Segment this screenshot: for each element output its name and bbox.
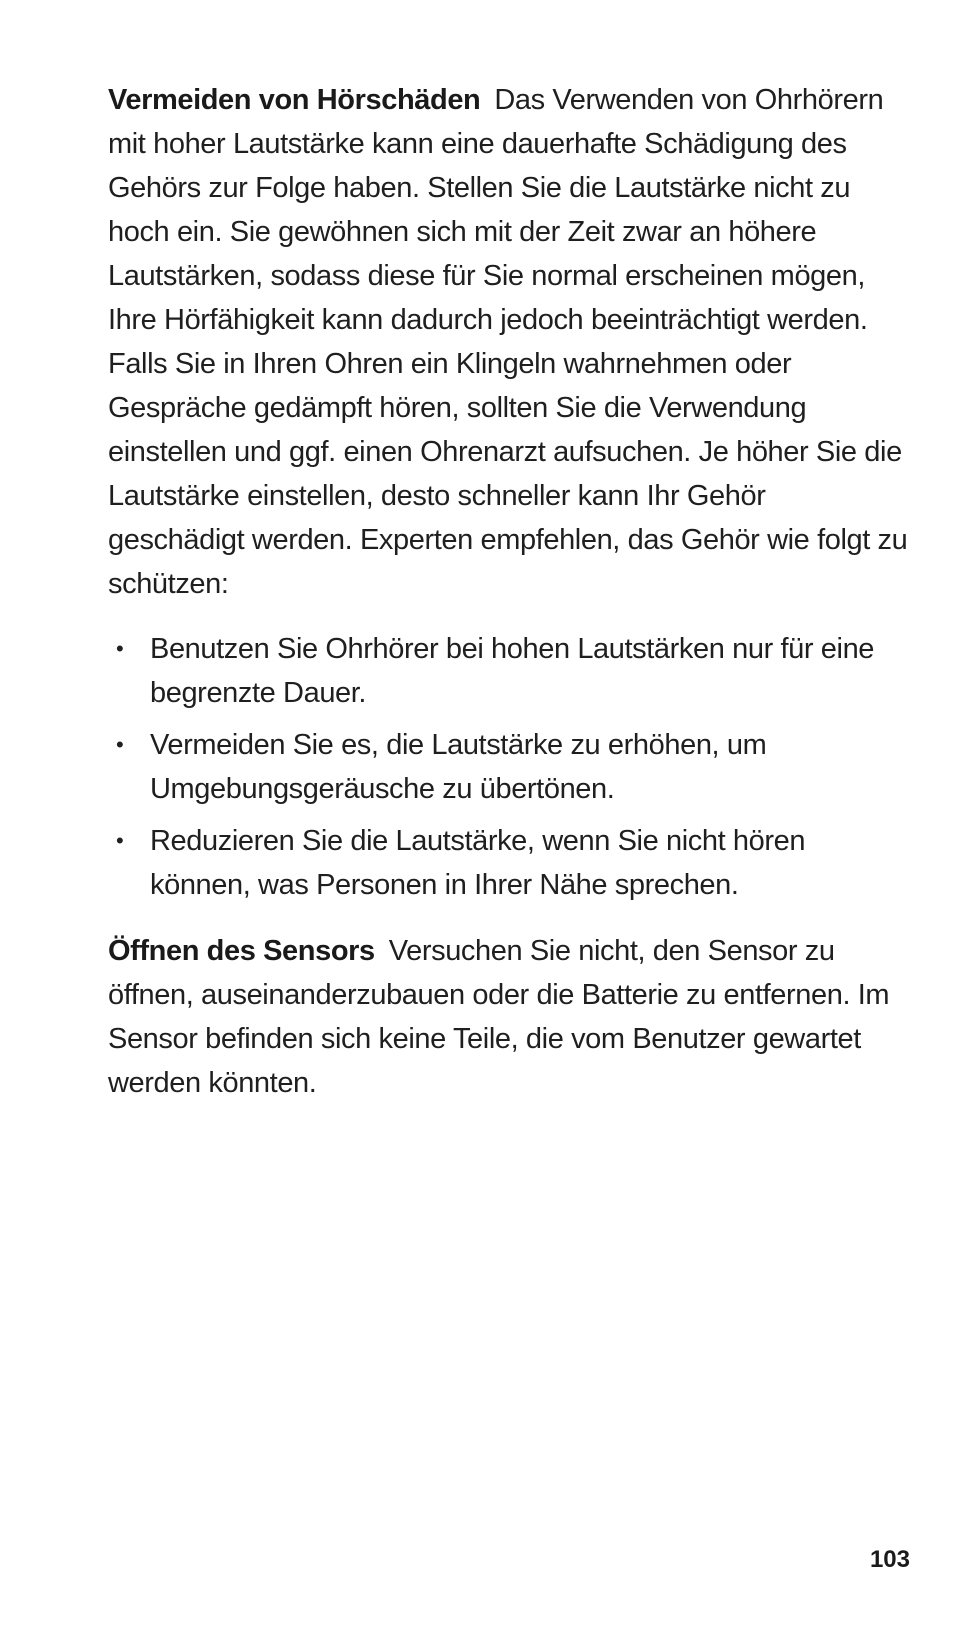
list-item — [108, 723, 908, 811]
list-item — [108, 819, 908, 907]
paragraph-heading: Öffnen des Sensors — [108, 935, 375, 967]
bullet-list — [108, 627, 908, 907]
bullet-icon: • — [116, 732, 124, 757]
bullet-icon: • — [116, 636, 124, 661]
paragraph-sensor — [108, 929, 908, 1105]
list-item-text: Benutzen Sie Ohrhörer bei hohen Lautstärken nur für eine begrenzte Dauer. — [150, 633, 875, 709]
paragraph-hearing-damage — [108, 78, 908, 606]
paragraph-heading: Vermeiden von Hörschäden — [108, 84, 481, 116]
page-number: 103 — [869, 1546, 910, 1573]
list-item — [108, 627, 908, 715]
list-item-text: Vermeiden Sie es, die Lautstärke zu erhöhen, um Umgebungsgeräusche zu übertönen. — [150, 729, 767, 805]
document-page — [108, 78, 908, 1105]
paragraph-body: Versuchen Sie nicht, den Sensor zu öffnen, auseinanderzubauen oder die Batterie zu entfernen. Im Sensor befinden sich keine Teile, die vom Benutzer gewartet werden könnten. — [108, 935, 890, 1099]
list-item-text: Reduzieren Sie die Lautstärke, wenn Sie nicht hören können, was Personen in Ihrer Nähe sprechen. — [150, 825, 806, 901]
paragraph-body: Das Verwenden von Ohrhörern mit hoher Lautstärke kann eine dauerhafte Schädigung des Gehörs zur Folge haben. Stellen Sie die Lautstärke nicht zu hoch ein. Sie gewöhnen sich mit der Zeit zwar an höhere Lautstärken, sodass diese für Sie normal erscheinen mögen, Ihre Hörfähigkeit kann dadurch jedoch beeinträchtigt werden. Falls Sie in Ihren Ohren ein Klingeln wahrnehmen oder Gespräche gedämpft hören, sollten Sie die Verwendung einstellen und ggf. einen Ohrenarzt aufsuchen. Je höher Sie die Lautstärke einstellen, desto schneller kann Ihr Gehör geschädigt werden. Experten empfehlen, das Gehör wie folgt zu schützen: — [108, 84, 908, 600]
bullet-icon: • — [116, 828, 124, 853]
